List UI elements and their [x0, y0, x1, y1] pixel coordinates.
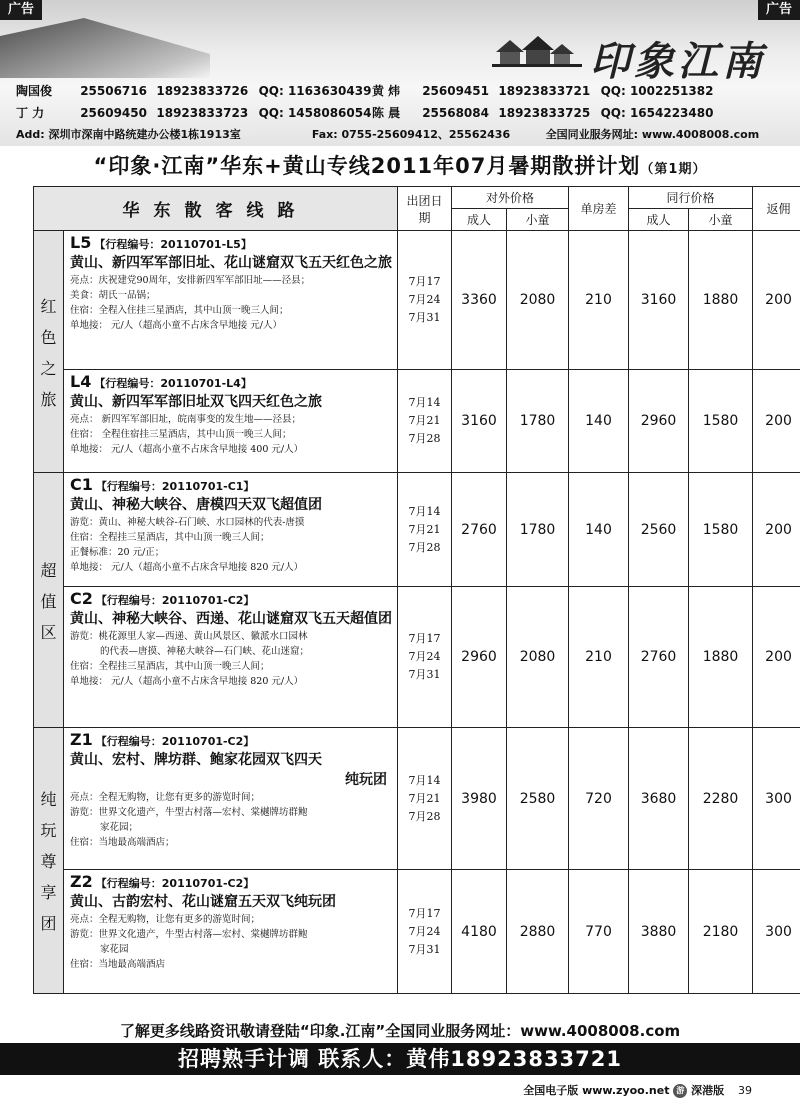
category-char: 之 — [40, 358, 57, 378]
category-char: 尊 — [40, 852, 57, 871]
departure-dates — [398, 370, 452, 473]
address-row — [16, 126, 759, 142]
edition-site[interactable]: 全国电子版 www.zyoo.net — [523, 1084, 670, 1097]
date: 7月21 — [408, 791, 441, 805]
edition-name: 深港版 — [691, 1084, 725, 1097]
contact-0 — [16, 82, 371, 99]
route-desc: 住宿：全程入住挂三星酒店，其中山顶一晚三人间； — [70, 305, 289, 316]
route-code: L4 — [70, 372, 92, 391]
contact-tel: 25506716 — [80, 84, 147, 98]
route-desc: 住宿：全程挂三星酒店，其中山顶一晚三人间； — [70, 532, 270, 543]
route-desc: 单地接： 元/人（超高小童不占床含早地接 元/人） — [70, 320, 282, 331]
price-adult: 3360 — [452, 231, 507, 370]
contact-mobile: 18923833723 — [156, 106, 249, 120]
route-name: 黄山、新四军军部旧址双飞四天红色之旅 — [70, 394, 322, 410]
rebate: 200 — [753, 231, 800, 370]
route-ref: 【行程编号：20110701-C1】 — [95, 480, 255, 493]
route-code: C2 — [70, 589, 93, 608]
route-desc: 游览：桃花源里人家—西递、黄山风景区、徽派水口园林 — [70, 631, 308, 642]
single-supplement: 140 — [569, 370, 629, 473]
rebate: 300 — [753, 728, 800, 870]
header-public-price: 对外价格 — [452, 187, 569, 209]
more-info-link[interactable]: 了解更多线路资讯敬请登陆“印象.江南”全国同业服务网址：www.4008008.com — [119, 1022, 681, 1040]
route-desc: 的代表—唐摸、神秘大峡谷—石门峡、花山迷窟； — [100, 646, 310, 657]
route-ref: 【行程编号：20110701-L4】 — [94, 377, 252, 390]
single-supplement: 210 — [569, 587, 629, 728]
category-char: 红 — [40, 296, 57, 316]
route-cell — [64, 728, 398, 870]
service-site: 全国同业服务网址: www.4008008.com — [545, 128, 760, 141]
route-desc: 单地接： 元/人（超高小童不占床含早地接 820 元/人） — [70, 562, 304, 573]
price-child: 2080 — [507, 231, 569, 370]
header-single: 单房差 — [569, 187, 629, 231]
contact-mobile: 18923833726 — [156, 84, 249, 98]
contact-qq: 1002251382 — [629, 84, 714, 98]
route-desc: 美食：胡氏一品锅； — [70, 290, 156, 301]
single-supplement: 770 — [569, 870, 629, 994]
route-name: 黄山、新四军军部旧址、花山谜窟双飞五天红色之旅 — [70, 255, 392, 271]
contact-name: 陈 晨 — [372, 106, 401, 120]
trade-child: 1880 — [689, 587, 753, 728]
contact-name: 丁 力 — [16, 106, 45, 120]
qq-label: QQ: — [600, 84, 626, 98]
route-cell — [64, 870, 398, 994]
date: 7月28 — [408, 809, 441, 823]
header-date: 出团日期 — [398, 187, 452, 231]
table-row — [34, 370, 800, 473]
qq-label: QQ: — [258, 84, 284, 98]
price-adult: 2760 — [452, 473, 507, 587]
date: 7月14 — [408, 396, 441, 409]
date: 7月24 — [408, 924, 441, 938]
site-logo-icon: 游 — [673, 1084, 687, 1098]
contact-tel: 25609450 — [80, 106, 147, 120]
price-child: 2580 — [507, 728, 569, 870]
trade-child: 2280 — [689, 728, 753, 870]
date: 7月28 — [408, 432, 441, 445]
date: 7月24 — [408, 650, 441, 663]
price-adult: 4180 — [452, 870, 507, 994]
ad-tag-left: 广告 — [0, 0, 42, 20]
date: 7月28 — [408, 540, 441, 554]
route-desc: 家花园； — [100, 822, 139, 833]
contact-1 — [372, 82, 713, 99]
departure-dates — [398, 587, 452, 728]
route-cell — [64, 473, 398, 587]
route-desc: 住宿：全程挂三星酒店，其中山顶一晚三人间； — [70, 661, 270, 672]
contact-mobile: 18923833721 — [498, 84, 591, 98]
route-cell — [64, 370, 398, 473]
table-row — [34, 587, 800, 728]
single-supplement: 140 — [569, 473, 629, 587]
date: 7月17 — [408, 906, 441, 920]
trade-child: 1580 — [689, 370, 753, 473]
route-desc: 单地接： 元/人（超高小童不占床含早地接 400 元/人） — [70, 444, 304, 455]
route-desc: 住宿：当地最高端酒店； — [70, 837, 175, 848]
route-desc: 游览：世界文化遗产，牛型古村落—宏村、棠樾牌坊群鲍 — [70, 807, 308, 818]
ad-tag-right: 广告 — [758, 0, 800, 20]
table-row — [34, 231, 800, 370]
header-trade-child: 小童 — [689, 209, 753, 231]
route-ref: 【行程编号：20110701-C2】 — [95, 877, 255, 890]
route-code: Z2 — [70, 872, 93, 891]
page-number: 39 — [738, 1084, 752, 1097]
houses-logo-icon — [492, 32, 582, 68]
route-desc: 正餐标准：20 元/正； — [70, 547, 165, 558]
date: 7月24 — [408, 293, 441, 306]
category-char: 值 — [40, 591, 57, 611]
contact-name: 陶国俊 — [16, 84, 53, 98]
route-desc: 住宿：当地最高端酒店 — [70, 959, 166, 970]
route-desc: 单地接： 元/人（超高小童不占床含早地接 820 元/人） — [70, 676, 304, 687]
route-name: 黄山、古韵宏村、花山谜窟五天双飞纯玩团 — [70, 894, 336, 910]
rebate: 200 — [753, 587, 800, 728]
qq-label: QQ: — [258, 106, 284, 120]
route-code: L5 — [70, 233, 92, 252]
price-adult: 3160 — [452, 370, 507, 473]
category-char: 色 — [40, 327, 57, 347]
single-supplement: 210 — [569, 231, 629, 370]
rebate: 200 — [753, 473, 800, 587]
price-adult: 2960 — [452, 587, 507, 728]
date: 7月31 — [408, 668, 441, 681]
contact-name: 黄 炜 — [372, 84, 401, 98]
category-char: 玩 — [40, 821, 57, 840]
header-trade-adult: 成人 — [629, 209, 689, 231]
address: Add: 深圳市深南中路统建办公楼1栋1913室 — [16, 128, 241, 141]
header-child: 小童 — [507, 209, 569, 231]
contact-qq: 1458086054 — [287, 106, 372, 120]
category-value-zone — [34, 473, 64, 728]
header-trade-price: 同行价格 — [629, 187, 753, 209]
departure-dates — [398, 473, 452, 587]
price-child: 1780 — [507, 370, 569, 473]
category-char: 区 — [40, 622, 57, 642]
route-cell — [64, 231, 398, 370]
building-roof-image — [0, 18, 210, 78]
table-row — [34, 728, 800, 870]
category-premium-tour — [34, 728, 64, 994]
table-row — [34, 870, 800, 994]
category-char: 团 — [40, 914, 57, 933]
route-desc: 家花园 — [100, 944, 129, 955]
header-rebate: 返佣 — [753, 187, 800, 231]
date: 7月14 — [408, 504, 441, 518]
departure-dates — [398, 870, 452, 994]
trade-child: 1880 — [689, 231, 753, 370]
trade-adult: 3680 — [629, 728, 689, 870]
title-suffix: （第1期） — [640, 162, 707, 177]
date: 7月21 — [408, 414, 441, 427]
date: 7月17 — [408, 632, 441, 645]
header-banner — [0, 0, 800, 146]
edition-info — [523, 1082, 752, 1098]
rebate: 300 — [753, 870, 800, 994]
category-char: 纯 — [40, 790, 57, 809]
header-route: 华东散客线路 — [34, 187, 398, 231]
single-supplement: 720 — [569, 728, 629, 870]
category-char: 旅 — [40, 389, 57, 409]
qq-label: QQ: — [600, 106, 626, 120]
route-desc: 游览：黄山、神秘大峡谷-石门峡、水口园林的代表-唐摸 — [70, 517, 305, 528]
route-name: 黄山、神秘大峡谷、唐模四天双飞超值团 — [70, 497, 322, 513]
contact-tel: 25609451 — [422, 84, 489, 98]
date: 7月21 — [408, 522, 441, 536]
route-desc: 亮点：庆祝建党90周年，安排新四军军部旧址——泾县； — [70, 275, 311, 286]
route-name: 黄山、宏村、牌坊群、鲍家花园双飞四天 — [70, 752, 322, 768]
title-text: “印象·江南”华东+黄山专线2011年07月暑期散拼计划 — [93, 154, 641, 178]
price-adult: 3980 — [452, 728, 507, 870]
date: 7月17 — [408, 275, 441, 288]
departure-dates — [398, 728, 452, 870]
trade-adult: 3880 — [629, 870, 689, 994]
route-name-suffix: 纯玩团 — [345, 772, 387, 788]
route-name: 黄山、神秘大峡谷、西递、花山谜窟双飞五天超值团 — [70, 611, 392, 627]
brand-logo: 印象江南 — [590, 38, 766, 85]
trade-adult: 2560 — [629, 473, 689, 587]
price-child: 1780 — [507, 473, 569, 587]
date: 7月31 — [408, 311, 441, 324]
table-row — [34, 473, 800, 587]
rebate: 200 — [753, 370, 800, 473]
date: 7月31 — [408, 942, 441, 956]
category-red-tour — [34, 231, 64, 473]
route-ref: 【行程编号：20110701-C2】 — [95, 735, 255, 748]
contact-3 — [372, 104, 713, 121]
trade-adult: 3160 — [629, 231, 689, 370]
trade-child: 2180 — [689, 870, 753, 994]
route-code: Z1 — [70, 730, 93, 749]
route-desc: 亮点：全程无购物，让您有更多的游览时间； — [70, 914, 261, 925]
date: 7月14 — [408, 773, 441, 787]
schedule-table — [33, 186, 800, 994]
price-child: 2080 — [507, 587, 569, 728]
recruit-banner: 招聘熟手计调 联系人：黄伟18923833721 — [0, 1043, 800, 1075]
route-ref: 【行程编号：20110701-C2】 — [95, 594, 255, 607]
route-code: C1 — [70, 475, 93, 494]
contact-qq: 1654223480 — [629, 106, 714, 120]
route-desc: 亮点： 新四军军部旧址，皖南事变的发生地——泾县； — [70, 414, 302, 425]
contact-2 — [16, 104, 371, 121]
price-child: 2880 — [507, 870, 569, 994]
route-cell — [64, 587, 398, 728]
header-adult: 成人 — [452, 209, 507, 231]
contact-tel: 25568084 — [422, 106, 489, 120]
contact-qq: 1163630439 — [287, 84, 372, 98]
route-desc: 住宿： 全程住宿挂三星酒店，其中山顶一晚三人间； — [70, 429, 292, 440]
fax: Fax: 0755-25609412、25562436 — [311, 128, 511, 141]
page-title — [0, 150, 800, 180]
route-ref: 【行程编号：20110701-L5】 — [94, 238, 252, 251]
category-char: 超 — [40, 560, 57, 580]
trade-adult: 2760 — [629, 587, 689, 728]
contact-mobile: 18923833725 — [498, 106, 591, 120]
trade-adult: 2960 — [629, 370, 689, 473]
category-char: 享 — [40, 883, 57, 902]
trade-child: 1580 — [689, 473, 753, 587]
route-desc: 亮点：全程无购物，让您有更多的游览时间； — [70, 792, 261, 803]
route-desc: 游览：世界文化遗产，牛型古村落—宏村、棠樾牌坊群鲍 — [70, 929, 308, 940]
departure-dates — [398, 231, 452, 370]
